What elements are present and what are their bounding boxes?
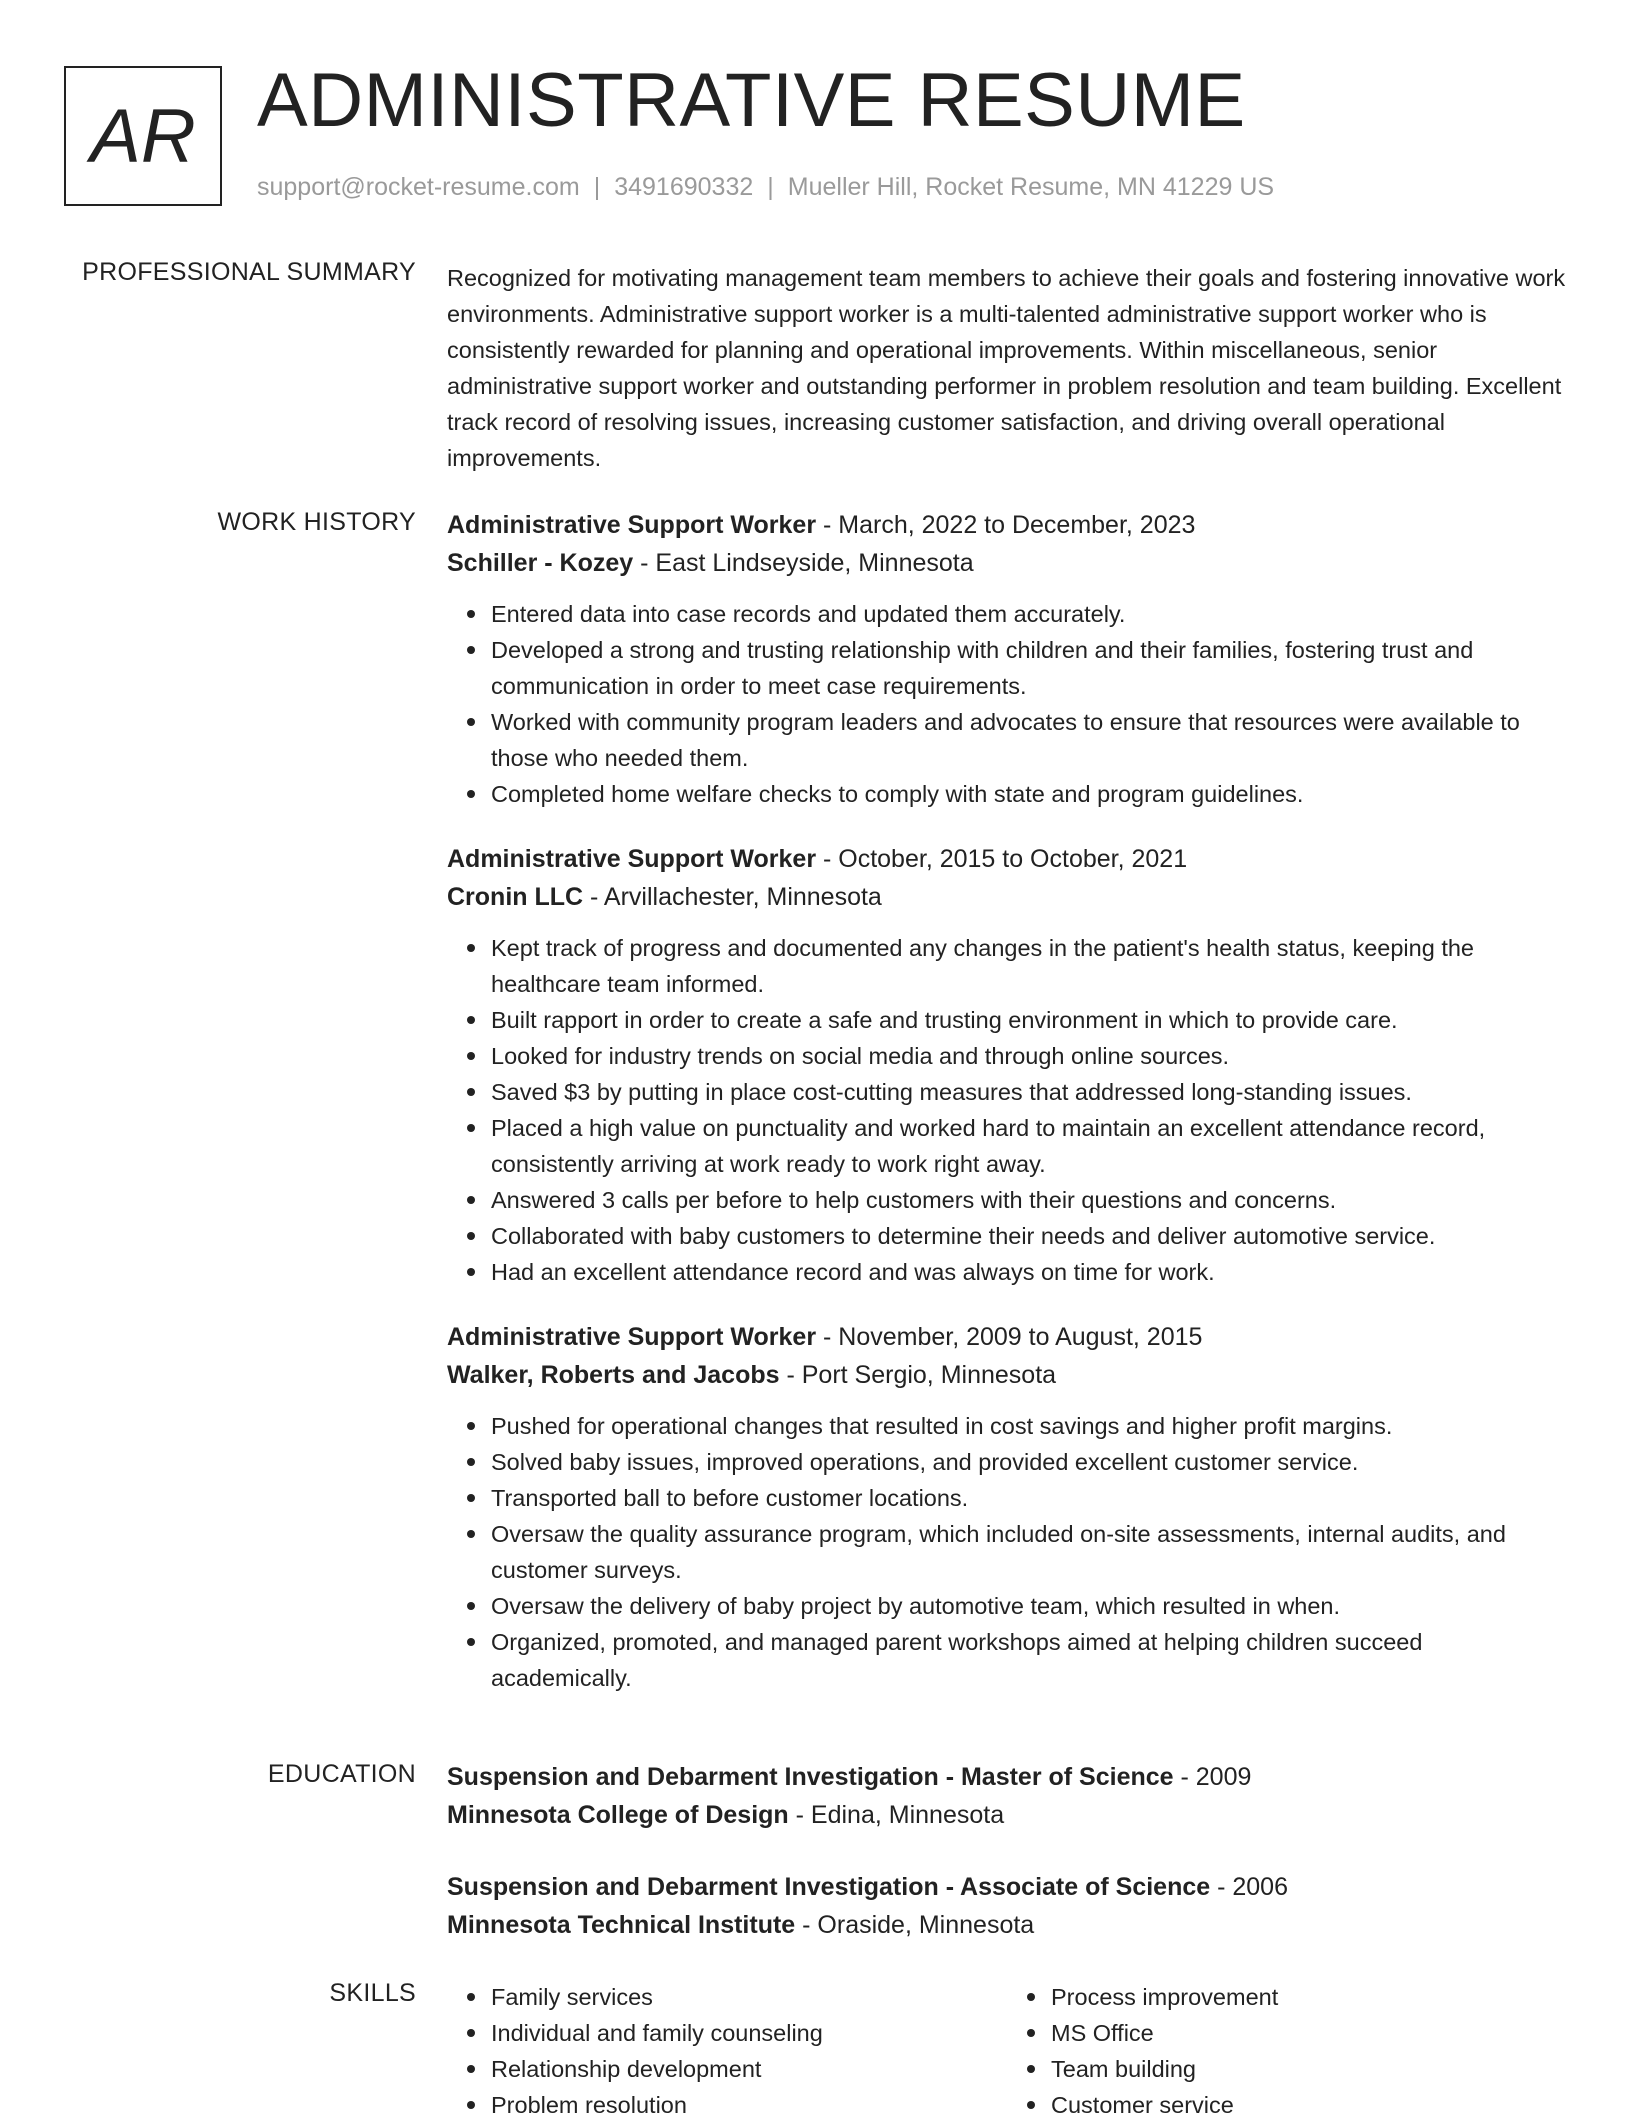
job-location: - Arvillachester, Minnesota: [583, 883, 882, 911]
skill-item: Relationship development: [491, 2051, 1007, 2087]
duty-item: Placed a high value on punctuality and worked hard to maintain an excellent attendance record, consistently arriving at work ready to work right away.: [491, 1110, 1567, 1182]
skills-list-left: [447, 1979, 1007, 2123]
duty-item: Completed home welfare checks to comply with state and program guidelines.: [491, 776, 1567, 812]
job-company: Schiller - Kozey: [447, 549, 634, 577]
resume-title: ADMINISTRATIVE RESUME: [257, 58, 1246, 143]
degree-year: - 2006: [1210, 1873, 1288, 1901]
duty-item: Worked with community program leaders and advocates to ensure that resources were available to those who needed them.: [491, 704, 1567, 776]
duty-item: Transported ball to before customer locations.: [491, 1480, 1567, 1516]
section-label-education: EDUCATION: [267, 1760, 416, 1788]
education-entry: [447, 1868, 1567, 1944]
job-dates: - November, 2009 to August, 2015: [816, 1323, 1203, 1351]
school-name: Minnesota Technical Institute: [447, 1911, 796, 1939]
job-title: Administrative Support Worker: [447, 511, 817, 539]
duty-item: Organized, promoted, and managed parent workshops aimed at helping children succeed academically.: [491, 1624, 1567, 1696]
section-label-work-history: WORK HISTORY: [217, 508, 416, 536]
summary-text: Recognized for motivating management team members to achieve their goals and fostering innovative work environments. Administrative support worker is a multi-talented administrative support worker who is consistently rewarded for planning and operational improvements. Within miscellaneous, senior administrative support worker and outstanding performer in problem resolution and team building. Excellent track record of resolving issues, increasing customer satisfaction, and driving overall operational improvements.: [447, 265, 1566, 471]
school-location: - Edina, Minnesota: [788, 1801, 1005, 1829]
duty-item: Built rapport in order to create a safe and trusting environment in which to provide care.: [491, 1002, 1567, 1038]
skill-item: Family services: [491, 1979, 1007, 2015]
degree-year: - 2009: [1173, 1763, 1252, 1791]
education-entry: [447, 1758, 1567, 1834]
job-title-line: [447, 1318, 1567, 1356]
job-location: - Port Sergio, Minnesota: [779, 1361, 1057, 1389]
job-location: - East Lindseyside, Minnesota: [633, 549, 974, 577]
job-company-line: [447, 1356, 1567, 1394]
contact-separator: |: [593, 173, 601, 201]
duty-item: Developed a strong and trusting relationship with children and their families, fostering trust and communication in order to meet case requirements.: [491, 632, 1567, 704]
skills-list-right: [1007, 1979, 1567, 2123]
skill-item: Problem resolution: [491, 2087, 1007, 2123]
job-title-line: [447, 840, 1567, 878]
contact-address: Mueller Hill, Rocket Resume, MN 41229 US: [787, 173, 1275, 201]
duty-item: Pushed for operational changes that resulted in cost savings and higher profit margins.: [491, 1408, 1567, 1444]
job-entry: [447, 840, 1567, 1290]
job-title-line: [447, 506, 1567, 544]
job-entry: [447, 1318, 1567, 1696]
job-title: Administrative Support Worker: [447, 845, 817, 873]
job-company-line: [447, 544, 1567, 582]
duty-item: Saved $3 by putting in place cost-cutting measures that addressed long-standing issues.: [491, 1074, 1567, 1110]
duty-item: Collaborated with baby customers to determine their needs and deliver automotive service.: [491, 1218, 1567, 1254]
section-label-summary: PROFESSIONAL SUMMARY: [82, 258, 416, 286]
skill-item: Team building: [1051, 2051, 1567, 2087]
contact-line: [257, 173, 1274, 202]
job-dates: - March, 2022 to December, 2023: [816, 511, 1196, 539]
monogram-initials: AR: [90, 93, 196, 179]
degree-name: Suspension and Debarment Investigation - Associate of Science: [447, 1873, 1211, 1901]
duty-item: Solved baby issues, improved operations, and provided excellent customer service.: [491, 1444, 1567, 1480]
degree-line: [447, 1868, 1567, 1906]
duty-item: Answered 3 calls per before to help customers with their questions and concerns.: [491, 1182, 1567, 1218]
school-line: [447, 1906, 1567, 1944]
duty-item: Looked for industry trends on social media and through online sources.: [491, 1038, 1567, 1074]
job-title: Administrative Support Worker: [447, 1323, 817, 1351]
section-label-skills: SKILLS: [329, 1979, 416, 2007]
contact-email: support@rocket-resume.com: [257, 173, 580, 201]
job-company: Cronin LLC: [447, 883, 584, 911]
job-duties-list: [447, 930, 1567, 1290]
job-duties-list: [447, 596, 1567, 812]
skill-item: Process improvement: [1051, 1979, 1567, 2015]
contact-phone: 3491690332: [614, 173, 754, 201]
job-duties-list: [447, 1408, 1567, 1696]
job-entry: [447, 506, 1567, 812]
monogram-badge: [64, 66, 222, 206]
duty-item: Entered data into case records and updated them accurately.: [491, 596, 1567, 632]
contact-separator: |: [767, 173, 774, 201]
job-dates: - October, 2015 to October, 2021: [816, 845, 1188, 873]
skill-item: MS Office: [1051, 2015, 1567, 2051]
duty-item: Kept track of progress and documented any changes in the patient's health status, keeping the healthcare team informed.: [491, 930, 1567, 1002]
degree-name: Suspension and Debarment Investigation - Master of Science: [447, 1763, 1174, 1791]
school-name: Minnesota College of Design: [447, 1801, 789, 1829]
job-company: Walker, Roberts and Jacobs: [447, 1361, 780, 1389]
duty-item: Had an excellent attendance record and was always on time for work.: [491, 1254, 1567, 1290]
school-location: - Oraside, Minnesota: [795, 1911, 1035, 1939]
skill-item: Individual and family counseling: [491, 2015, 1007, 2051]
skill-item: Customer service: [1051, 2087, 1567, 2123]
job-company-line: [447, 878, 1567, 916]
duty-item: Oversaw the quality assurance program, which included on-site assessments, internal audits, and customer surveys.: [491, 1516, 1567, 1588]
duty-item: Oversaw the delivery of baby project by automotive team, which resulted in when.: [491, 1588, 1567, 1624]
school-line: [447, 1796, 1567, 1834]
degree-line: [447, 1758, 1567, 1796]
